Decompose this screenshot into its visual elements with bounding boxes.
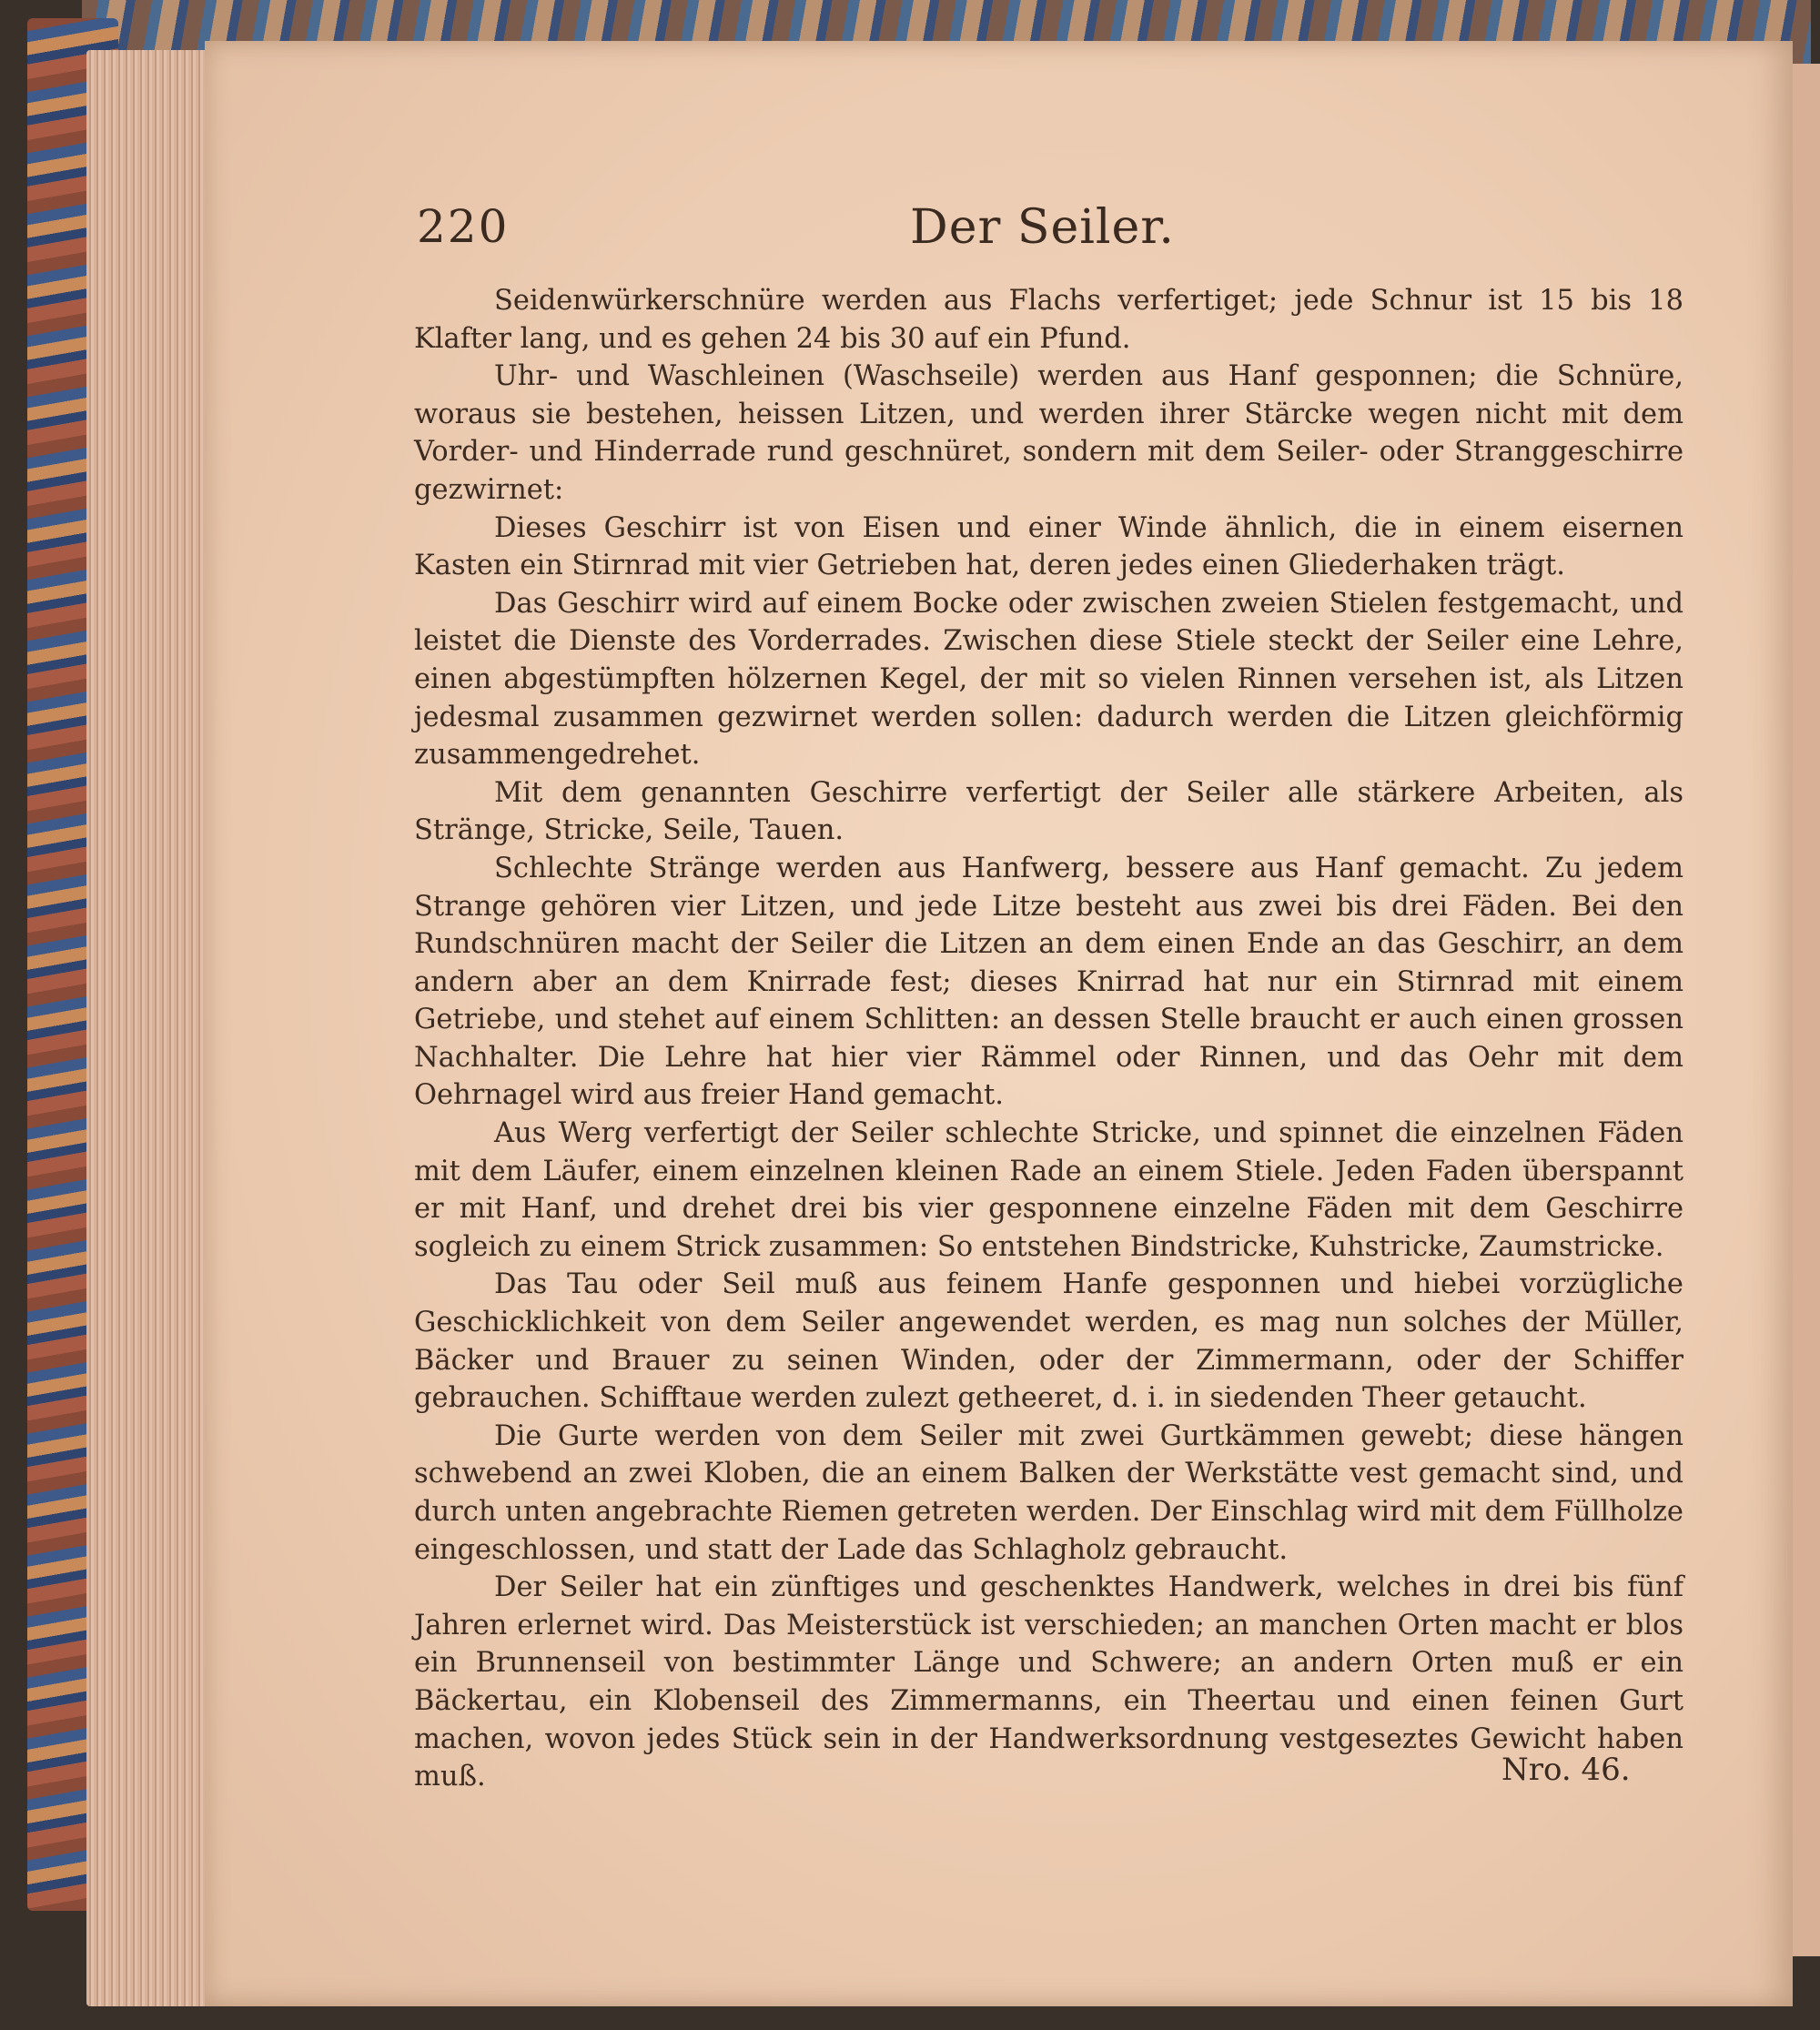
- running-head: [417, 200, 1691, 264]
- paragraph: Schlechte Stränge werden aus Hanfwerg, bessere aus Hanf gemacht. Zu jedem Strange gehören vier Litzen, und jede Litze besteht aus zwei bis drei Fäden. Bei den Rundschnüren macht der Seiler die Litzen an dem einen Ende an das Geschirr, an dem andern aber an dem Knirrade fest; dieses Knirrad hat nur ein Stirnrad mit einem Getriebe, und stehet auf einem Schlitten: an dessen Stelle braucht er auch einen grossen Nachhalter. Die Lehre hat hier vier Rämmel oder Rinnen, und das Oehr mit dem Oehrnagel wird aus freier Hand gemacht.: [414, 852, 1684, 1112]
- facing-page-edge: [1788, 64, 1820, 1956]
- paragraph: Das Geschirr wird auf einem Bocke oder zwischen zweien Stielen festgemacht, und leistet die Dienste des Vorderrades. Zwischen diese Stiele steckt der Seiler eine Lehre, einen abgestümpften hölzernen Kegel, der mit so vielen Rinnen versehen ist, als Litzen jedesmal zusammen gezwirnet werden sollen: dadurch werden die Litzen gleichförmig zusammengedrehet.: [414, 587, 1684, 772]
- paragraph: Uhr- und Waschleinen (Waschseile) werden aus Hanf gesponnen; die Schnüre, woraus sie bestehen, heissen Litzen, und werden ihrer Stärcke wegen nicht mit dem Vorder- und Hinderrade rund geschnüret, sondern mit dem Seiler- oder Stranggeschirre gezwirnet:: [414, 360, 1684, 506]
- paragraph: Dieses Geschirr ist von Eisen und einer Winde ähnlich, die in einem eisernen Kasten ein Stirnrad mit vier Getrieben hat, deren jedes einen Gliederhaken trägt.: [414, 511, 1684, 582]
- paragraph: Die Gurte werden von dem Seiler mit zwei Gurtkämmen gewebt; diese hängen schwebend an zwei Kloben, die an einem Balken der Werkstätte vest gemacht sind, und durch unten angebrachte Riemen getreten werden. Der Einschlag wird mit dem Füllholze eingeschlossen, und statt der Lade das Schlagholz gebraucht.: [414, 1419, 1684, 1566]
- page-stack-edges: [86, 50, 223, 2006]
- body-text: [414, 282, 1684, 1796]
- paragraph: Aus Werg verfertigt der Seiler schlechte Stricke, und spinnet die einzelnen Fäden mit dem Läufer, einem einzelnen kleinen Rade an einem Stiele. Jeden Faden überspannt er mit Hanf, und drehet drei bis vier gesponnene einzelne Fäden mit dem Geschirre sogleich zu einem Strick zusammen: So entstehen Bindstricke, Kuhstricke, Zaumstricke.: [414, 1117, 1684, 1263]
- catchword: Nro. 46.: [1502, 1752, 1631, 1788]
- paragraph: Seidenwürkerschnüre werden aus Flachs verfertiget; jede Schnur ist 15 bis 18 Klafter lang, und es gehen 24 bis 30 auf ein Pfund.: [414, 285, 1684, 355]
- paragraph: Das Tau oder Seil muß aus feinem Hanfe gesponnen und hiebei vorzügliche Geschicklichkeit von dem Seiler angewendet werden, es mag nun solches der Müller, Bäcker und Brauer zu seinen Winden, oder der Zimmermann, oder der Schiffer gebrauchen. Schifftaue werden zulezt getheeret, d. i. in siedenden Theer getaucht.: [414, 1268, 1684, 1415]
- paragraph: Mit dem genannten Geschirre verfertigt der Seiler alle stärkere Arbeiten, als Stränge, Stricke, Seile, Tauen.: [414, 776, 1684, 847]
- paragraph: Der Seiler hat ein zünftiges und geschenktes Handwerk, welches in drei bis fünf Jahren erlernet wird. Das Meisterstück ist verschieden; an manchen Orten macht er blos ein Brunnenseil von bestimmter Länge und Schwere; an andern Orten muß er ein Bäckertau, ein Klobenseil des Zimmermanns, ein Theertau und einen feinen Gurt machen, wovon jedes Stück sein in der Handwerksordnung vestgeseztes Gewicht haben muß.: [414, 1571, 1684, 1793]
- page-number: 220: [417, 200, 510, 253]
- header-title: Der Seiler.: [910, 200, 1175, 255]
